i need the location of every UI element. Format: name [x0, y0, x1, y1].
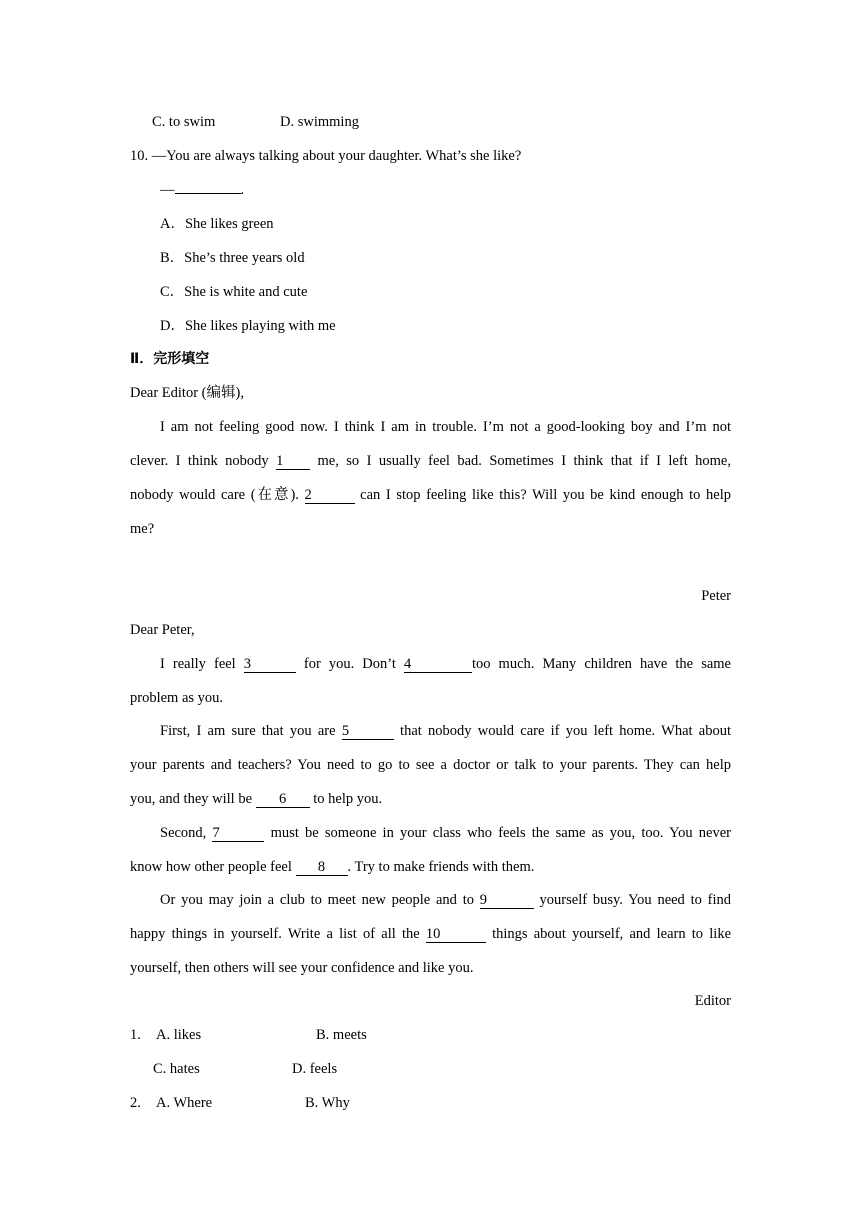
letter2-p3-line1: Second, 7 must be someone in your class who feels the same as you, too. You never	[160, 825, 731, 841]
letter1-line4: me?	[130, 521, 155, 537]
question-2-option-a: A. Where	[156, 1095, 213, 1111]
letter1-line1: I am not feeling good now. I think I am in trouble. I’m not a good-looking boy and I’m not	[160, 419, 731, 435]
blank-4: 4	[404, 656, 472, 673]
letter1-line2: clever. I think nobody 1 me, so I usually feel bad. Sometimes I think that if I left home,	[130, 453, 731, 469]
question-1-option-a: A. likes	[156, 1027, 202, 1043]
blank-6: 6	[256, 791, 310, 808]
letter2-p2-line1: First, I am sure that you are 5 that nobody would care if you left home. What about	[160, 723, 731, 739]
letter2-p2-line3: you, and they will be 6 to help you.	[130, 791, 383, 807]
question-10-option-a: A．She likes green	[160, 216, 274, 232]
option-d: D. swimming	[280, 114, 359, 130]
question-10-answer-line	[160, 180, 244, 200]
letter1-signature: Peter	[701, 588, 731, 604]
question-10-stem: 10. —You are always talking about your daughter. What’s she like?	[130, 148, 522, 164]
letter1-greeting: Dear Editor (编辑),	[130, 385, 244, 401]
letter2-p3-line2: know how other people feel 8 . Try to make friends with them.	[130, 859, 535, 875]
blank-2: 2	[305, 487, 355, 504]
question-10-option-b: B．She’s three years old	[160, 250, 305, 266]
letter2-p4-line1: Or you may join a club to meet new people and to 9 yourself busy. You need to find	[160, 892, 731, 908]
question-1-option-b: B. meets	[316, 1027, 367, 1043]
option-c: C. to swim	[152, 114, 216, 130]
letter2-signature: Editor	[694, 993, 731, 1009]
question-10-option-d: D．She likes playing with me	[160, 318, 336, 334]
blank-5: 5	[342, 723, 394, 740]
letter2-p1-line1: I really feel 3 for you. Don’t 4 too much. Many children have the same	[160, 656, 731, 672]
answer-period: .	[240, 182, 245, 198]
blank-7: 7	[212, 825, 264, 842]
letter2-p1-line2: problem as you.	[130, 690, 224, 706]
answer-dash: —	[160, 182, 175, 198]
question-2-option-b: B. Why	[305, 1095, 350, 1111]
answer-blank	[175, 181, 241, 194]
blank-3: 3	[244, 656, 296, 673]
blank-9: 9	[480, 892, 534, 909]
question-2-number: 2.	[130, 1095, 141, 1111]
question-1-option-c: C. hates	[153, 1061, 200, 1077]
letter2-p2-line2: your parents and teachers? You need to go to see a doctor or talk to your parents. They can help	[130, 757, 731, 773]
question-1-option-d: D. feels	[292, 1061, 338, 1077]
letter1-line3: nobody would care (在意). 2 can I stop feeling like this? Will you be kind enough to help	[130, 487, 731, 503]
blank-1: 1	[276, 453, 310, 470]
letter2-greeting: Dear Peter,	[130, 622, 195, 638]
section-title: Ⅱ．完形填空	[130, 351, 210, 367]
blank-10: 10	[426, 926, 486, 943]
letter2-p4-line2: happy things in yourself. Write a list of all the 10 things about yourself, and learn to like	[130, 926, 732, 942]
letter2-p4-line3: yourself, then others will see your confidence and like you.	[130, 960, 474, 976]
question-10-option-c: C．She is white and cute	[160, 284, 308, 300]
blank-8: 8	[296, 859, 348, 876]
question-1-number: 1.	[130, 1027, 141, 1043]
